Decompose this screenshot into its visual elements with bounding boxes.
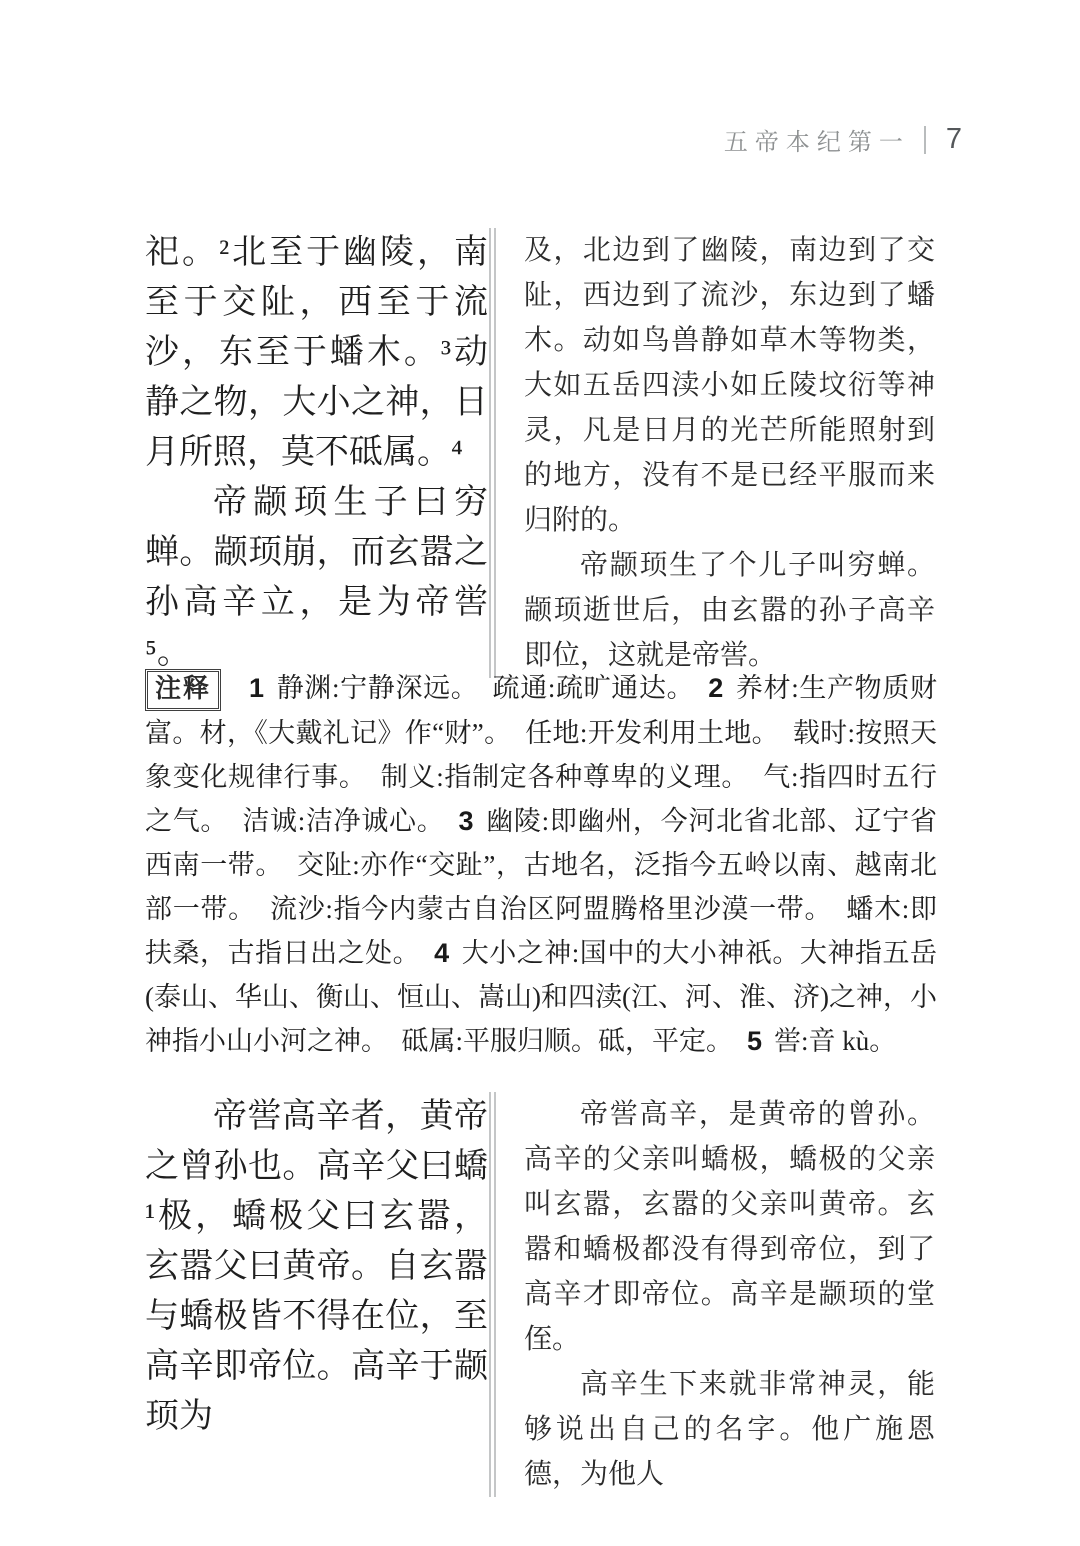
- note-number-4: 4: [434, 938, 450, 968]
- translation-paragraph: 及，北边到了幽陵，南边到了交阯，西边到了流沙，东边到了蟠木。动如鸟兽静如草木等物类，大如五岳四渎小如丘陵坟衍等神灵，凡是日月的光芒所能照射到的地方，没有不是已经平服而来归附的。: [524, 235, 935, 536]
- translation-text-column: [524, 1092, 935, 1497]
- note-text-4: 大小之神:国中的大小神祇。大神指五岳(泰山、华山、衡山、恒山、嵩山)和四渎(江、河、淮、济)之神，小神指小山小河之神。 砥属:平服归顺。砥，平定。: [145, 938, 937, 1056]
- note-text-1: 静渊:宁静深远。 疏通:疏旷通达。: [276, 673, 695, 703]
- note-text-5: 喾:音 kù。: [774, 1026, 897, 1056]
- column-divider-line: [489, 228, 496, 678]
- classical-paragraph: 祀。²北至于幽陵，南至于交阯，西至于流沙，东至于蟠木。³动静之物，大小之神，日月所照，莫不砥属。⁴: [145, 234, 488, 471]
- running-header: [724, 122, 962, 157]
- note-number-1: 1: [249, 673, 265, 703]
- note-text-2: 养材:生产物质财富。材，《大戴礼记》作“财”。 任地:开发利用土地。 载时:按照天象变化规律行事。 制义:指制定各种尊卑的义理。 气:指四时五行之气。 洁诚:洁净诚心。: [145, 673, 937, 836]
- translation-paragraph: 帝喾高辛，是黄帝的曾孙。高辛的父亲叫蟜极，蟜极的父亲叫玄嚣，玄嚣的父亲叫黄帝。玄嚣和蟜极都没有得到帝位，到了高辛才即帝位。高辛是颛顼的堂侄。: [524, 1099, 935, 1355]
- note-number-5: 5: [747, 1026, 763, 1056]
- classical-text-column: [145, 1092, 488, 1497]
- translation-paragraph: 高辛生下来就非常神灵，能够说出自己的名字。他广施恩德，为他人: [524, 1369, 935, 1490]
- classical-paragraph: 帝喾高辛者，黄帝之曾孙也。高辛父曰蟜¹极，蟜极父曰玄嚣，玄嚣父曰黄帝。自玄嚣与蟜极皆不得在位，至高辛即帝位。高辛于颛顼为: [145, 1098, 488, 1435]
- annotations-block: [145, 666, 937, 1063]
- column-divider-line: [489, 1092, 496, 1497]
- header-divider-bar: [924, 126, 926, 154]
- translation-paragraph: 帝颛顼生了个儿子叫穷蝉。颛顼逝世后，由玄嚣的孙子高辛即位，这就是帝喾。: [524, 550, 935, 671]
- note-number-3: 3: [458, 806, 474, 836]
- classical-paragraph: 帝颛顼生子曰穷蝉。颛顼崩，而玄嚣之孙高辛立，是为帝喾⁵。: [145, 484, 488, 671]
- classical-text-column: [145, 228, 488, 678]
- chapter-title: 五帝本纪第一: [723, 130, 910, 156]
- translation-text-column: [524, 228, 935, 678]
- note-text-3: 幽陵:即幽州，今河北省北部、辽宁省西南一带。 交阯:亦作“交趾”，古地名，泛指今五岭以南、越南北部一带。 流沙:指今内蒙古自治区阿盟腾格里沙漠一带。 蟠木:即扶桑，古指日出之处。: [145, 806, 937, 968]
- bottom-bilingual-section: [145, 1092, 935, 1497]
- page-number: 7: [945, 123, 962, 155]
- top-bilingual-section: [145, 228, 935, 678]
- notes-label-badge: 注释: [145, 669, 221, 711]
- note-number-2: 2: [708, 673, 724, 703]
